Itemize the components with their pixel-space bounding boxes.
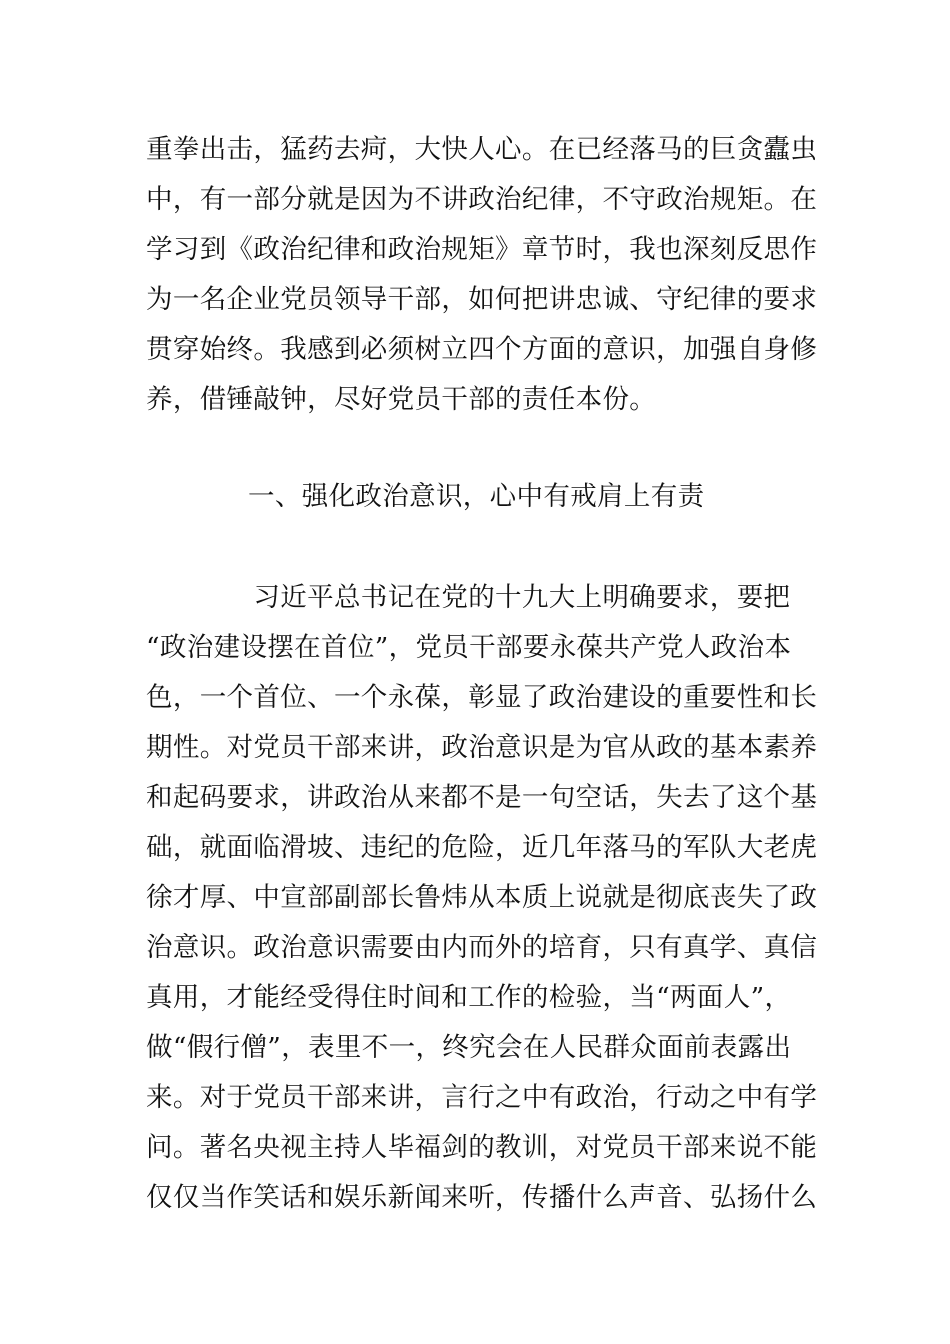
paragraph-line: 重拳出击，猛药去疴，大快人心。在已经落马的巨贪蠹虫 — [146, 134, 818, 165]
paragraph-line: 期性。对党员干部来讲，政治意识是为官从政的基本素养 — [146, 732, 818, 763]
paragraph-line: 贯穿始终。我感到必须树立四个方面的意识，加强自身修 — [146, 334, 818, 365]
section-heading — [248, 472, 808, 522]
paragraph-line: 徐才厚、中宣部副部长鲁炜从本质上说就是彻底丧失了政 — [146, 882, 818, 913]
paragraph-line: 习近平总书记在党的十九大上明确要求，要把 — [146, 582, 791, 613]
paragraph-line: 真用，才能经受得住时间和工作的检验，当“两面人”， — [146, 982, 792, 1013]
section-heading-text: 一、强化政治意识，心中有戒肩上有责 — [248, 481, 705, 512]
paragraph-line: 仅仅当作笑话和娱乐新闻来听，传播什么声音、弘扬什么 — [146, 1182, 818, 1213]
paragraph-line: 学习到《政治纪律和政治规矩》章节时，我也深刻反思作 — [146, 234, 818, 265]
paragraph-line: 来。对于党员干部来讲，言行之中有政治，行动之中有学 — [146, 1082, 818, 1113]
paragraph-line: 为一名企业党员领导干部，如何把讲忠诚、守纪律的要求 — [146, 284, 818, 315]
paragraph-line: 中，有一部分就是因为不讲政治纪律，不守政治规矩。在 — [146, 184, 818, 215]
paragraph-line: 做“假行僧”，表里不一，终究会在人民群众面前表露出 — [146, 1032, 792, 1063]
paragraph-line: 治意识。政治意识需要由内而外的培育，只有真学、真信 — [146, 932, 818, 963]
paragraph-line: 养，借锤敲钟，尽好党员干部的责任本份。 — [146, 384, 657, 415]
paragraph-1 — [146, 125, 818, 425]
paragraph-line: “政治建设摆在首位”，党员干部要永葆共产党人政治本 — [146, 632, 792, 663]
paragraph-line: 色，一个首位、一个永葆，彰显了政治建设的重要性和长 — [146, 682, 818, 713]
paragraph-line: 础，就面临滑坡、违纪的危险，近几年落马的军队大老虎 — [146, 832, 818, 863]
paragraph-line: 和起码要求，讲政治从来都不是一句空话，失去了这个基 — [146, 782, 818, 813]
paragraph-2 — [146, 573, 818, 1223]
paragraph-line: 问。著名央视主持人毕福剑的教训，对党员干部来说不能 — [146, 1132, 818, 1163]
